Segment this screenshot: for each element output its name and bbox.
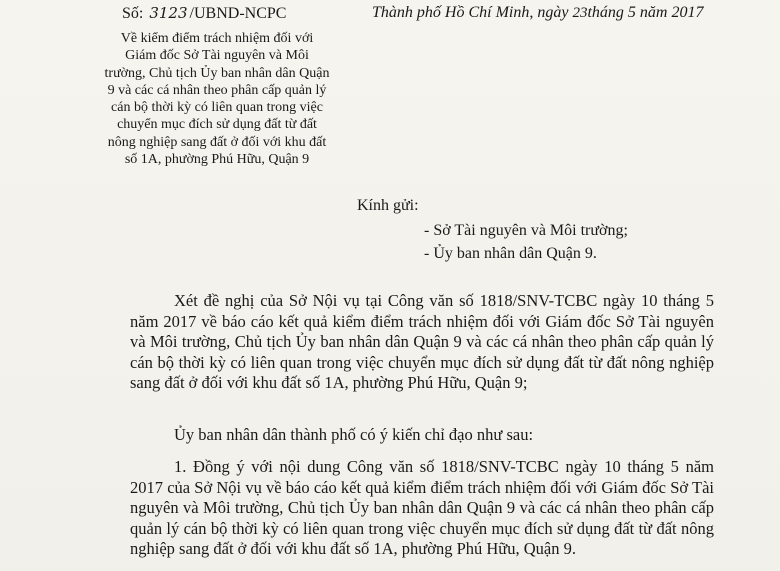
date-year: năm 2017: [639, 4, 704, 21]
body-paragraph-3: 1. Đồng ý với nội dung Công văn số 1818/SNV-TCBC ngày 10 tháng 5 năm 2017 của Sở Nội vụ về báo cáo kết quả kiểm điểm trách nhiệm đối với Giám đốc Sở Tài nguyên và Môi trường, Chủ tịch Ủy ban nhân dân Quận 9 và các cá nhân theo phân cấp quản lý cán bộ thời kỳ có liên quan trong việc chuyển mục đích sử dụng đất từ đất nông nghiệp sang đất ở đối với khu đất số 1A, phường Phú Hữu, Quận 9.: [130, 457, 714, 558]
ref-number-handwritten: 3123: [149, 4, 188, 22]
greeting: Kính gửi:: [357, 197, 419, 214]
ref-suffix: /UBND-NCPC: [189, 5, 287, 22]
ref-prefix: Số:: [122, 5, 144, 22]
recipient-item: - Sở Tài nguyên và Môi trường;: [424, 222, 628, 239]
document-subject: Về kiểm điểm trách nhiệm đối với Giám đốc Sở Tài nguyên và Môi trường, Chủ tịch Ủy ban nhân dân Quận 9 và các cá nhân theo phân cấp quản lý cán bộ thời kỳ có liên quan trong việc chuyển mục đích sử dụng đất từ đất nông nghiệp sang đất ở đối với khu đất số 1A, phường Phú Hữu, Quận 9: [104, 31, 330, 168]
date-month-label: tháng: [587, 4, 624, 21]
document-dateline: [372, 4, 703, 22]
date-day-handwritten: 23: [572, 5, 588, 21]
date-prefix: Thành phố Hồ Chí Minh, ngày: [372, 4, 569, 21]
document-reference-number: [122, 4, 286, 23]
body-paragraph-2: Ủy ban nhân dân thành phố có ý kiến chỉ đạo như sau:: [174, 425, 534, 444]
date-month: 5: [627, 4, 636, 21]
body-paragraph-1: Xét đề nghị của Sở Nội vụ tại Công văn số 1818/SNV-TCBC ngày 10 tháng 5 năm 2017 về báo cáo kết quả kiểm điểm trách nhiệm đối với Giám đốc Sở Tài nguyên và Môi trường, Chủ tịch Ủy ban nhân dân Quận 9 và các cá nhân theo phân cấp quản lý cán bộ thời kỳ có liên quan trong việc chuyển mục đích sử dụng đất từ đất nông nghiệp sang đất ở đối với khu đất số 1A, phường Phú Hữu, Quận 9;: [130, 291, 714, 392]
recipient-list: [424, 219, 628, 265]
recipient-item: - Ủy ban nhân dân Quận 9.: [424, 245, 597, 262]
